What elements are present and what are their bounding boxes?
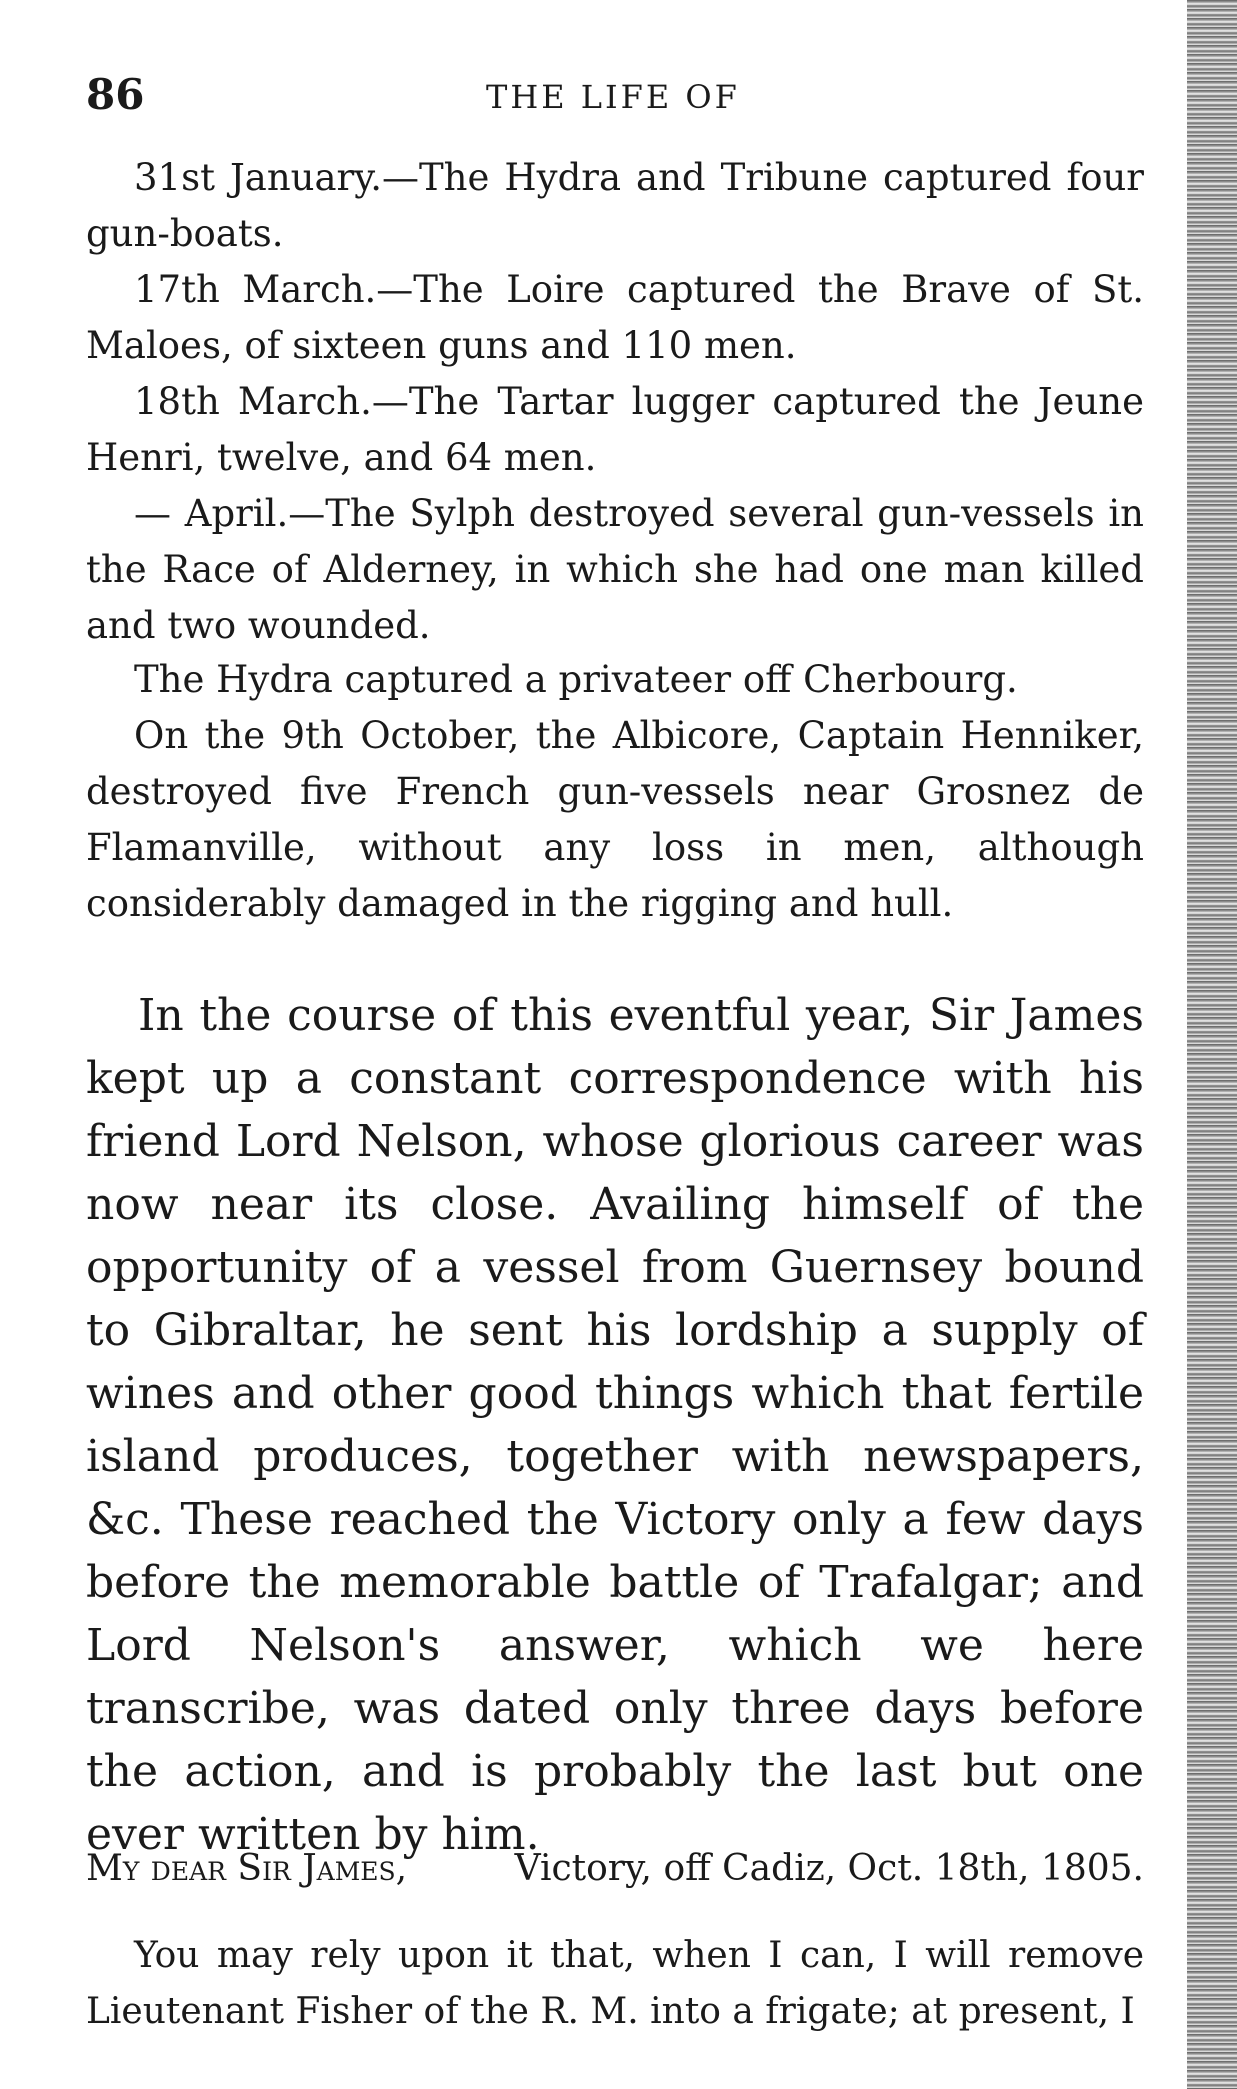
letter-dateline: Victory, off Cadiz, Oct. 18th, 1805. xyxy=(514,1848,1144,1889)
entry-18-march: 18th March.—The Tartar lugger captured the Jeune Henri, twelve, and 64 men. xyxy=(86,380,1144,479)
entry-31-january: 31st January.—The Hydra and Tribune captured four gun-boats. xyxy=(86,156,1144,255)
page-header xyxy=(86,70,1144,120)
page-number: 86 xyxy=(86,70,145,119)
running-title: THE LIFE OF xyxy=(486,78,740,116)
letter-heading xyxy=(86,1848,1144,1889)
page-edge-shading xyxy=(1187,0,1237,2089)
entry-april: — April.—The Sylph destroyed several gun-vessels in the Race of Alderney, in which she had one man killed and two wounded. xyxy=(86,492,1144,647)
entry-hydra-privateer: The Hydra captured a privateer off Cherbourg. xyxy=(134,658,1018,701)
entry-17-march: 17th March.—The Loire captured the Brave of St. Maloes, of sixteen guns and 110 men. xyxy=(86,268,1144,367)
main-paragraph: In the course of this eventful year, Sir James kept up a constant correspondence with his friend Lord Nelson, whose glorious career was now near its close. Availing himself of the opportunity of a vessel from Guernsey bound to Gibraltar, he sent his lordship a supply of wines and other good things which that fertile island produces, together with newspapers, &c. These reached the Victory only a few days before the memorable battle of Trafalgar; and Lord Nelson's answer, which we here transcribe, was dated only three days before the action, and is probably the last but one ever written by him. xyxy=(86,990,1144,1860)
letter-body: You may rely upon it that, when I can, I will remove Lieutenant Fisher of the R. M. into a frigate; at present, I xyxy=(86,1935,1144,2032)
letter-salutation: My dear Sir James, xyxy=(86,1848,408,1889)
entry-9-october: On the 9th October, the Albicore, Captain Henniker, destroyed five French gun-vessels near Grosnez de Flamanville, without any loss in men, although considerably damaged in the rigging and hull. xyxy=(86,714,1144,925)
